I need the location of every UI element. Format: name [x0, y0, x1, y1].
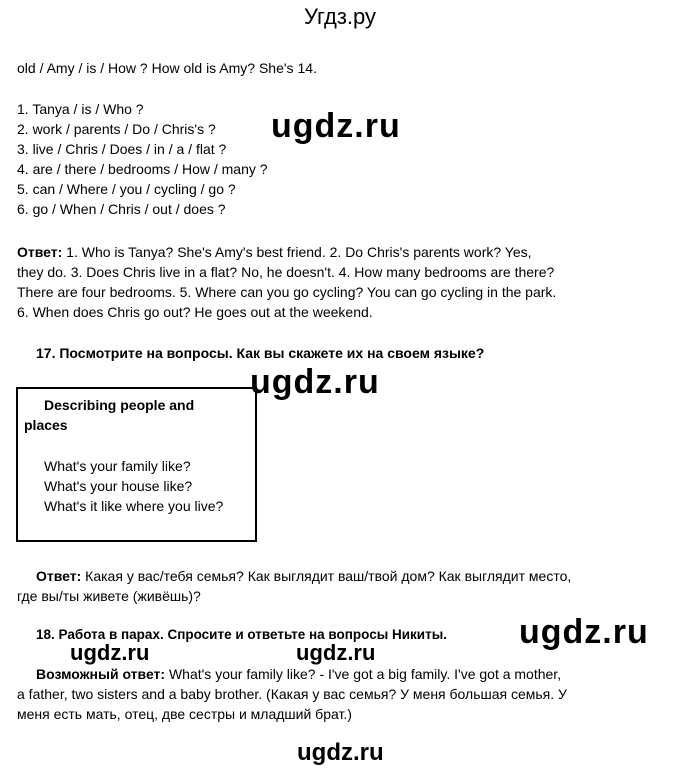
box-title-line: places — [24, 417, 68, 433]
watermark: ugdz.ru — [70, 640, 150, 665]
task-item: 2. work / parents / Do / Chris's ? — [17, 121, 216, 137]
site-title: Угдз.ру — [303, 4, 377, 29]
answer-text: There are four bedrooms. 5. Where can you go cycling? You can go cycling in the park. — [17, 284, 557, 300]
answer-text: a father, two sisters and a baby brother. (Какая у вас семья? У меня большая семья. У — [17, 686, 567, 702]
watermark: ugdz.ru — [519, 613, 649, 651]
exercise-18-heading: 18. Работа в парах. Спросите и ответьте на вопросы Никиты. — [36, 627, 447, 642]
answer-text: Какая у вас/тебя семья? Как выглядит ваш/твой дом? Как выглядит место, — [81, 568, 572, 584]
answer-text: they do. 3. Does Chris live in a flat? No, he doesn't. 4. How many bedrooms are there? — [17, 264, 555, 280]
answer-text: меня есть мать, отец, две сестры и младший брат.) — [17, 706, 352, 722]
answer-text: где вы/ты живете (живёшь)? — [17, 588, 201, 604]
exercise-17-heading: 17. Посмотрите на вопросы. Как вы скажете их на своем языке? — [36, 345, 485, 361]
answer-text: What's your family like? - I've got a big family. I've got a mother, — [165, 666, 562, 682]
task-item: 3. live / Chris / Does / in / a / flat ? — [17, 141, 227, 157]
box-question: What's it like where you live? — [44, 498, 224, 514]
watermark: ugdz.ru — [297, 739, 384, 766]
answer-text: 1. Who is Tanya? She's Amy's best friend. 2. Do Chris's parents work? Yes, — [62, 244, 532, 260]
answer-label: Ответ: — [17, 244, 63, 260]
phrase-box — [16, 387, 257, 542]
example-line: old / Amy / is / How ? How old is Amy? She's 14. — [17, 60, 317, 76]
watermark: ugdz.ru — [250, 363, 380, 401]
answer-label: Возможный ответ: — [36, 666, 166, 682]
answer-label: Ответ: — [36, 568, 82, 584]
task-item: 6. go / When / Chris / out / does ? — [17, 201, 226, 217]
watermark: ugdz.ru — [271, 107, 401, 145]
box-question: What's your family like? — [44, 458, 191, 474]
answer-text: 6. When does Chris go out? He goes out at the weekend. — [17, 304, 373, 320]
answer-1 — [17, 242, 627, 322]
box-question: What's your house like? — [44, 478, 193, 494]
task-item: 5. can / Where / you / cycling / go ? — [17, 181, 236, 197]
answer-3 — [17, 664, 637, 724]
watermark: ugdz.ru — [296, 640, 376, 665]
answer-2 — [17, 566, 637, 606]
task-item: 1. Tanya / is / Who ? — [17, 101, 144, 117]
task-item: 4. are / there / bedrooms / How / many ? — [17, 161, 268, 177]
box-title-line: Describing people and — [44, 397, 195, 413]
